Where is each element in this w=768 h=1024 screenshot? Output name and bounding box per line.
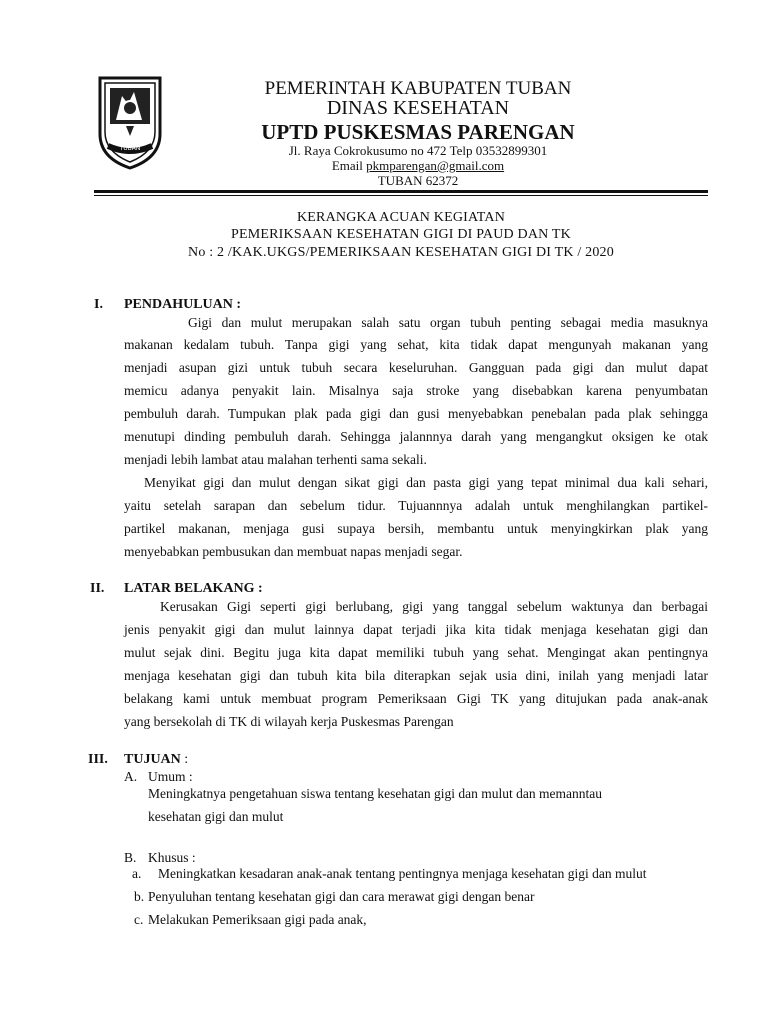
section-1-line: yaitu setelah sarapan dan sebelum tidur. Tujuannnya adalah untuk menghilangkan partikel- <box>124 498 708 513</box>
objective-b-title: Khusus : <box>148 850 196 865</box>
section-3-heading: TUJUAN <box>124 752 181 767</box>
objective-a-text: kesehatan gigi dan mulut <box>148 809 284 824</box>
section-1-line: menyebabkan pembusukan dan membuat napas menjadi segar. <box>124 544 463 559</box>
objective-a-label: A. <box>124 769 138 784</box>
section-1-line: pembuluh darah. Tumpukan plak pada gigi dan gusi menyebabkan penebalan pada plak sehingga <box>124 406 708 421</box>
list-item-marker: b. <box>134 889 145 904</box>
section-2-line: belakang kami untuk membuat program Pemeriksaan Gigi TK yang ditujukan pada anak-anak <box>124 691 708 706</box>
list-item: Penyuluhan tentang kesehatan gigi dan cara merawat gigi dengan benar <box>148 889 535 904</box>
objective-b-label: B. <box>124 850 137 865</box>
section-1-line: Gigi dan mulut merupakan salah satu organ tubuh penting sebagai media masuknya <box>188 315 708 330</box>
section-2-line: Kerusakan Gigi seperti gigi berlubang, gigi yang tanggal sebelum waktunya dan berbagai <box>160 599 708 614</box>
letterhead-address: Jl. Raya Cokrokusumo no 472 Telp 03532899301 <box>288 143 548 158</box>
letterhead-government: PEMERINTAH KABUPATEN TUBAN <box>264 78 572 99</box>
section-2-line: jenis penyakit gigi dan mulut lainnya dapat terjadi jika kita tidak menjaga kesehatan gigi dan <box>124 622 708 637</box>
section-1-line: menjadi lebih lambat atau malahan terhenti sama sekali. <box>124 452 427 467</box>
section-1-line: makanan kedalam tubuh. Tanpa gigi yang sehat, kita tidak dapat mengunyah makanan yang <box>124 337 708 352</box>
letterhead-institution: UPTD PUSKESMAS PARENGAN <box>261 120 575 144</box>
section-2-heading: LATAR BELAKANG : <box>124 581 263 596</box>
section-1-line: memicu adanya penyakit lain. Misalnya saja stroke yang disebabkan karena penyumbatan <box>124 383 708 398</box>
section-1-line: partikel makanan, menjaga gusi supaya bersih, membantu untuk menyingkirkan plak yang <box>124 521 708 536</box>
doc-subtitle: PEMERIKSAAN KESEHATAN GIGI DI PAUD DAN TK <box>231 227 571 242</box>
section-2-number: II. <box>90 581 105 596</box>
section-1-line: Menyikat gigi dan mulut dengan sikat gigi dan pasta gigi yang tepat minimal dua kali sehari, <box>144 475 708 490</box>
doc-title: KERANGKA ACUAN KEGIATAN <box>296 210 506 225</box>
email-link[interactable]: pkmparengan@gmail.com <box>366 158 505 173</box>
letterhead-city: TUBAN 62372 <box>377 173 459 188</box>
section-2-line: menjaga kesehatan gigi dan tubuh kita bila diterapkan sejak usia dini, inilah yang menjadi latar <box>124 668 708 683</box>
email-label: Email <box>331 158 367 173</box>
objective-a-text: Meningkatnya pengetahuan siswa tentang kesehatan gigi dan mulut dan memanntau <box>148 786 602 801</box>
section-3-colon: : <box>180 752 189 767</box>
section-3-number: III. <box>88 752 108 767</box>
objective-a-title: Umum : <box>148 769 193 784</box>
letterhead-email-line <box>168 158 668 174</box>
list-item: Meningkatkan kesadaran anak-anak tentang pentingnya menjaga kesehatan gigi dan mulut <box>158 866 647 881</box>
section-2-line: yang bersekolah di TK di wilayah kerja Puskesmas Parengan <box>124 714 454 729</box>
letterhead-department: DINAS KESEHATAN <box>326 97 510 119</box>
list-item: Melakukan Pemeriksaan gigi pada anak, <box>148 912 367 927</box>
section-3-heading-wrap <box>124 752 188 768</box>
regency-logo <box>96 74 164 170</box>
section-1-line: menjadi asupan gizi untuk tubuh secara keseluruhan. Gangguan pada gigi dan mulut dapat <box>124 360 708 375</box>
header-divider-thick <box>94 190 708 193</box>
list-item-marker: a. <box>132 866 142 881</box>
section-1-number: I. <box>94 297 103 312</box>
section-2-line: mulut sejak dini. Begitu juga kita dapat memiliki tubuh yang sehat. Mengingat akan pentingnya <box>124 645 708 660</box>
tuban-crest-icon <box>96 74 164 170</box>
section-1-line: menutupi dinding pembuluh darah. Sehingga jalannnya darah yang mengangkut oksigen ke otak <box>124 429 708 444</box>
list-item-marker: c. <box>134 912 144 927</box>
doc-number: No : 2 /KAK.UKGS/PEMERIKSAAN KESEHATAN GIGI DI TK / 2020 <box>188 245 614 260</box>
section-1-heading: PENDAHULUAN : <box>124 297 242 312</box>
header-divider-thin <box>94 195 708 196</box>
logo-text: TUBAN <box>119 145 141 152</box>
